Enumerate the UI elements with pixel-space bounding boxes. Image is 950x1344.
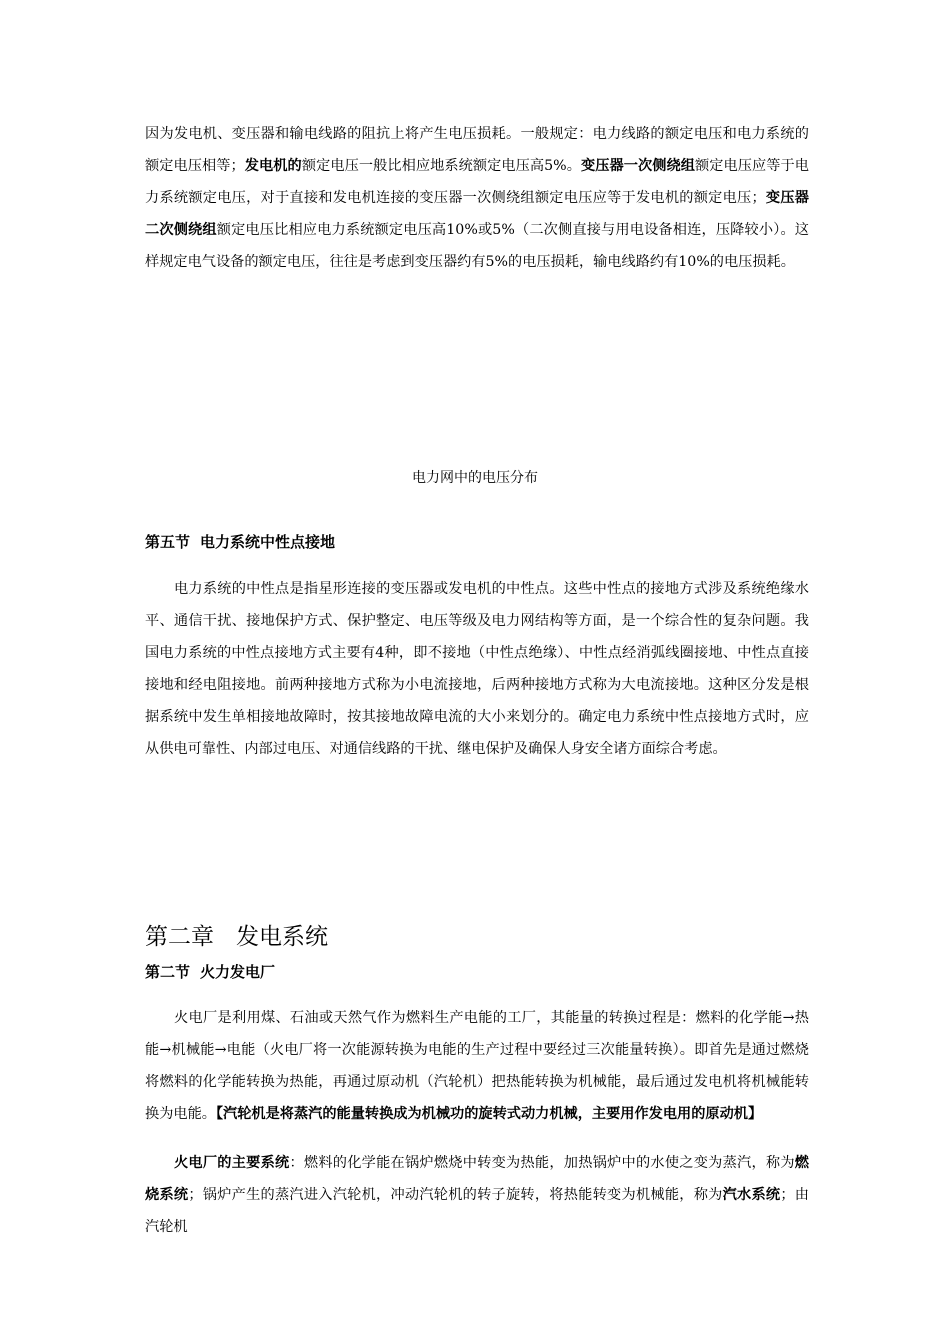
section-title: 电力系统中性点接地 [200, 533, 336, 551]
main-systems-paragraph [145, 1147, 809, 1243]
bold-term-combustion-system: 燃烧系统 [145, 1155, 809, 1203]
bold-term-transformer-primary: 变压器一次侧绕组 [580, 158, 695, 174]
text-run: ：燃料的化学能在锅炉燃烧中转变为热能，加热锅炉中的水使之变为蒸汽，称为 [289, 1155, 795, 1171]
bold-term-main-systems: 火电厂的主要系统 [174, 1155, 290, 1171]
figure-caption: 电力网中的电压分布 [412, 470, 538, 486]
voltage-rating-paragraph [145, 118, 809, 278]
section-heading [145, 960, 275, 984]
section-heading [145, 530, 335, 554]
section-number: 第二节 [145, 963, 191, 981]
chapter-number: 第二章 [145, 924, 214, 950]
text-run: 额定电压比相应电力系统额定电压高10%或5%（二次侧直接与用电设备相连，压降较小）。这样规定电气设备的额定电压，往往是考虑到变压器约有5%的电压损耗，输电线路约有10%的电压损耗。 [145, 222, 809, 270]
bold-term-steam-water-system: 汽水系统 [722, 1187, 781, 1203]
text-run: 额定电压一般比相应地系统额定电压高5%。 [301, 158, 581, 174]
text-run: ；锅炉产生的蒸汽进入汽轮机，冲动汽轮机的转子旋转，将热能转变为机械能，称为 [188, 1187, 723, 1203]
chapter-heading [145, 918, 328, 956]
text-run: 因为发电机、变压器和输电线路的阻抗上将产生电压损耗。一般规定：电力线路的额定电压和电力系统的额定电压相等； [145, 126, 809, 174]
chapter-title: 发电系统 [236, 924, 328, 950]
neutral-grounding-paragraph: 电力系统的中性点是指星形连接的变压器或发电机的中性点。这些中性点的接地方式涉及系统绝缘水平、通信干扰、接地保护方式、保护整定、电压等级及电力网结构等方面，是一个综合性的复杂问题。我国电力系统的中性点接地方式主要有4种，即不接地（中性点绝缘）、中性点经消弧线圈接地、中性点直接接地和经电阻接地。前两种接地方式称为小电流接地，后两种接地方式称为大电流接地。这种区分发是根据系统中发生单相接地故障时，按其接地故障电流的大小来划分的。确定电力系统中性点接地方式时，应从供电可靠性、内部过电压、对通信线路的干扰、继电保护及确保人身安全诸方面综合考虑。 [145, 581, 809, 757]
thermal-plant-intro-paragraph [145, 1002, 809, 1130]
text-run: 火电厂是利用煤、石油或天然气作为燃料生产电能的工厂，其能量的转换过程是：燃料的化学能→热能→机械能→电能（火电厂将一次能源转换为电能的生产过程中要经过三次能量转换）。即首先是通过燃烧将燃料的化学能转换为热能，再通过原动机（汽轮机）把热能转换为机械能，最后通过发电机将机械能转换为电能。 [145, 1010, 809, 1122]
section-title: 火力发电厂 [200, 963, 276, 981]
text-run: 额定电压应等于电力系统额定电压，对于直接和发电机连接的变压器一次侧绕组额定电压应等于发电机的额定电压； [145, 158, 809, 206]
bold-term-transformer-secondary: 变压器二次侧绕组 [145, 190, 809, 238]
turbine-note: 【汽轮机是将蒸汽的能量转换成为机械功的旋转式动力机械，主要用作发电用的原动机】 [215, 1106, 763, 1122]
text-run: ；由汽轮机 [145, 1187, 809, 1235]
bold-term-generator: 发电机的 [244, 158, 302, 174]
section-number: 第五节 [145, 533, 191, 551]
